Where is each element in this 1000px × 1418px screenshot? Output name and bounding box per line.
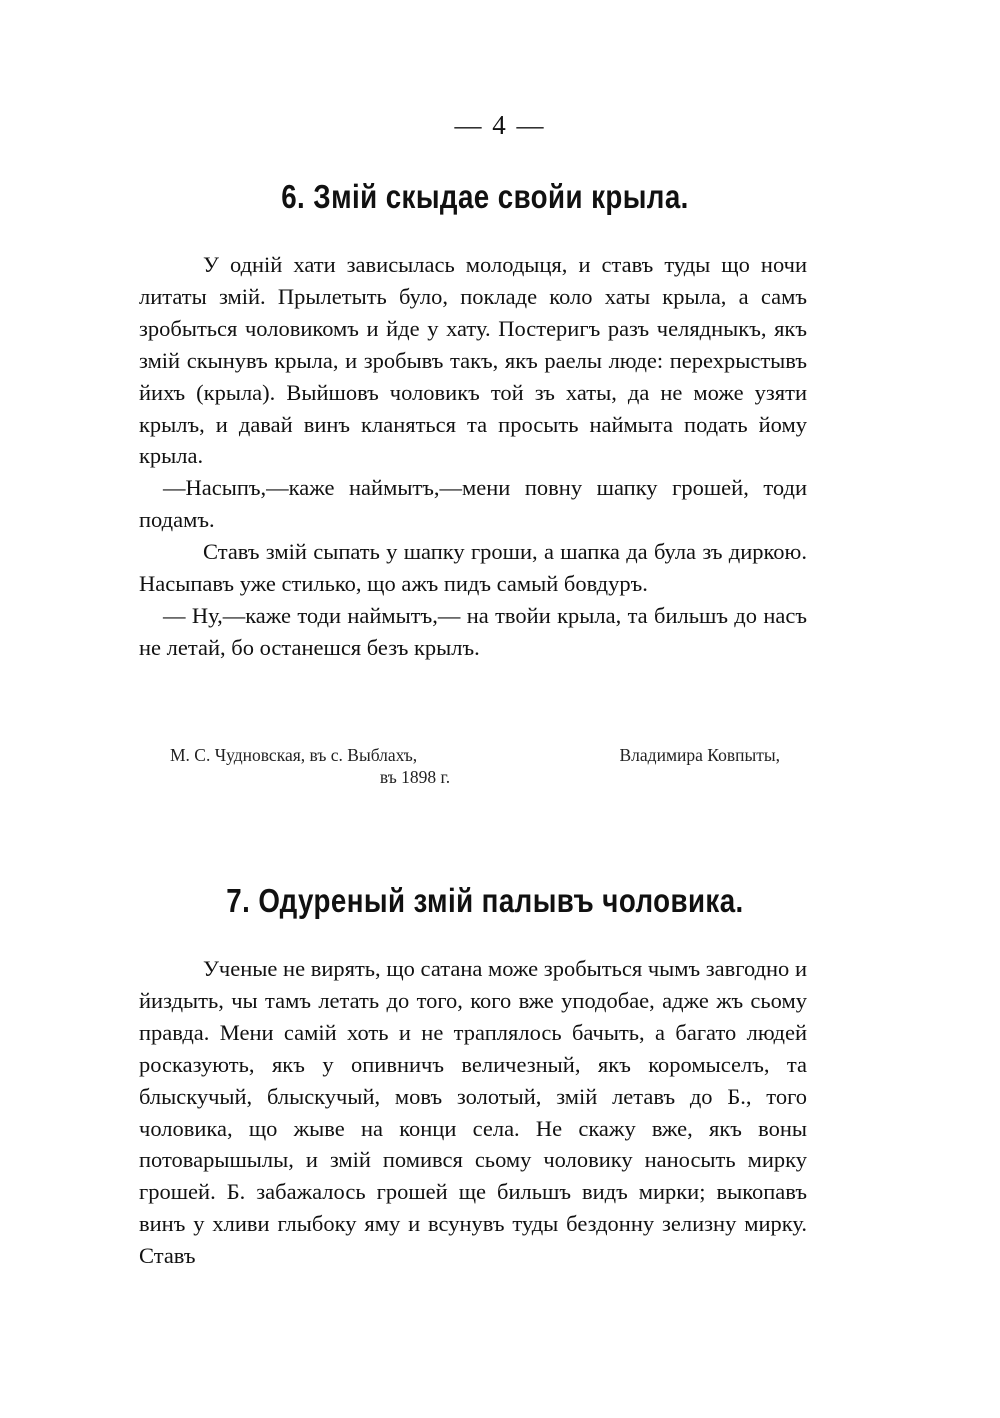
section-6-body bbox=[139, 249, 807, 664]
section-6-paragraph-1: У одній хати зависылась молодыця, и ставъ туды що ночи литаты змій. Прылетыть було, покладе коло хаты крыла, а самъ зробыться чоловикомъ и йде у хату. Постеригъ разъ челядныкъ, якъ змій скынувъ крыла, и зробывъ такъ, якъ раелы люде: перехрыстывъ йихъ (крыла). Выйшовъ чоловикъ той зъ хаты, да не може узяти крылъ, и давай винъ кланяться та просыть наймыта подать йому крыла. bbox=[139, 252, 807, 469]
section-6-paragraph-4: — Ну,—каже тоди наймытъ,— на твойи крыла, та бильшъ до насъ не летай, бо останешся безъ крылъ. bbox=[139, 602, 807, 660]
attribution-year: въ 1898 г. bbox=[379, 767, 451, 787]
section-6-paragraph-2: —Насыпъ,—каже наймытъ,—мени повну шапку грошей, тоди подамъ. bbox=[139, 475, 807, 533]
attribution-recorder: М. С. Чудновская, въ с. Выблахъ, bbox=[170, 745, 418, 765]
section-7-body bbox=[139, 953, 807, 1272]
section-6-attribution bbox=[170, 744, 780, 788]
page-number: — 4 — bbox=[454, 110, 546, 140]
section-7-title: 7. Одуреный змій палывъ чоловика. bbox=[226, 882, 744, 919]
section-6-paragraph-3: Ставъ змій сыпать у шапку гроши, а шапка да була зъ диркою. Насыпавъ уже стилько, що ажъ пидъ самый бовдуръ. bbox=[139, 539, 807, 597]
attribution-district: Владимира Ковпыты, bbox=[619, 745, 780, 765]
section-6-title: 6. Змій скыдае свойи крыла. bbox=[281, 178, 689, 215]
section-7-paragraph-1: Ученые не вирять, що сатана може зробыться чымъ завгодно и йиздыть, чы тамъ летать до того, кого вже уподобае, адже жъ сьому правда. Мени самій хоть и не траплялось бачыть, а багато людей росказують, якъ у опивничъ величезный, якъ коромыселъ, та блыскучый, блыскучый, мовъ золотый, змій летавъ до Б., того чоловика, що жыве на конци села. Не скажу вже, якъ воны потоварышылы, и змій помився сьому чоловику наносыть мирку грошей. Б. забажалось грошей ще бильшъ видъ мирки; выкопавъ винъ у хливи глыбоку яму и всунувъ туды бездонну зелизну мирку. Ставъ bbox=[139, 956, 807, 1269]
